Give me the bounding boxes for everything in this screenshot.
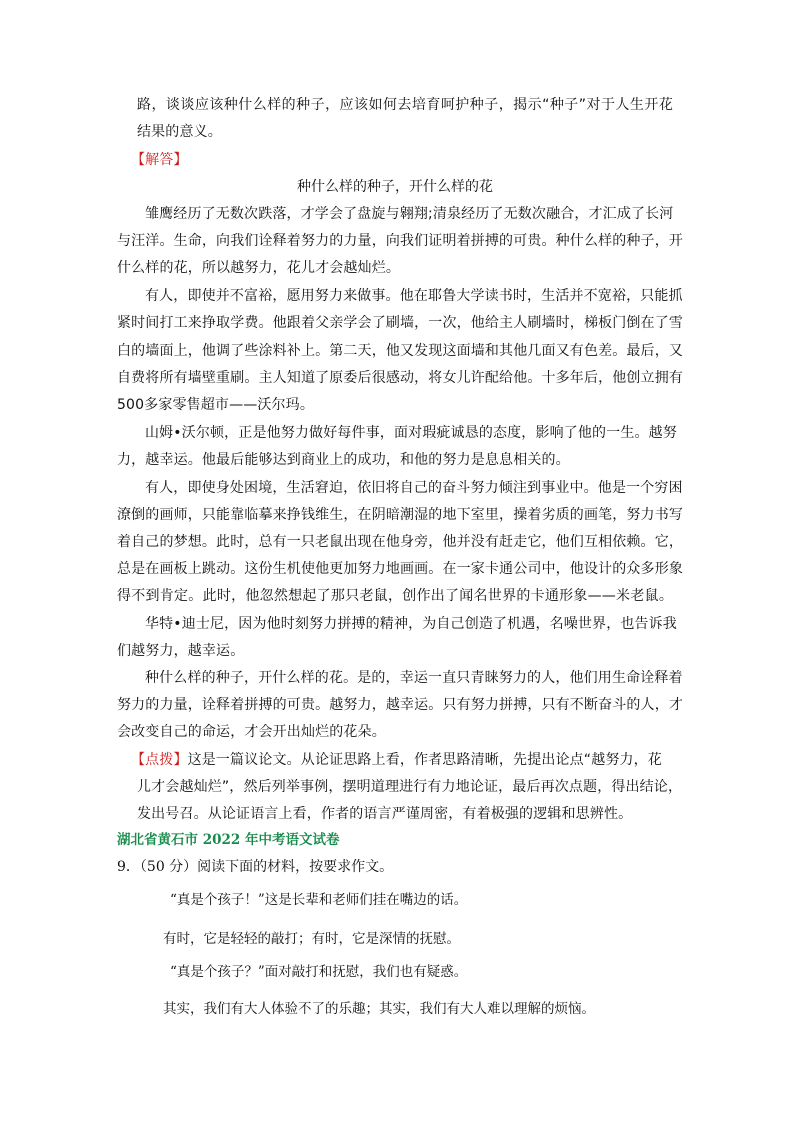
essay-p4-line-1: 有人，即使身处困境，生活窘迫，依旧将自己的奋斗努力倾注到事业中。他是一个穷困 (145, 480, 683, 496)
comment-label: 【点拨】 (131, 752, 188, 768)
question-header (117, 857, 393, 877)
essay-p1-line-3: 什么样的花，所以越努力，花儿才会越灿烂。 (117, 260, 400, 276)
essay-p6-line-1: 种什么样的种子，开什么样的花。是的，幸运一直只青睐努力的人，他们用生命诠释着 (145, 670, 683, 686)
essay-p5-line-1: 华特•迪士尼，因为他时刻努力拼搏的精神，为自己创造了机遇，名噪世界，也告诉我 (145, 616, 677, 632)
comment-line-1 (131, 750, 662, 770)
material-line-2: 有时，它是轻轻的敲打；有时，它是深情的抚慰。 (163, 931, 460, 947)
exam-title: 湖北省黄石市 2022 年中考语文试卷 (117, 832, 340, 848)
essay-p3-line-1: 山姆•沃尔顿，正是他努力做好每件事，面对瑕疵诚恳的态度，影响了他的一生。越努 (145, 425, 677, 441)
essay-p4-line-3: 着自己的梦想。此时，总有一只老鼠出现在他身旁，他并没有赶走它，他们互相依赖。它， (117, 534, 683, 550)
comment-line-3: 发出号召。从论证语言上看，作者的语言严谨周密，有着极强的逻辑和思辨性。 (137, 806, 633, 822)
material-line-1: “真是个孩子！”这是长辈和老师们挂在嘴边的话。 (170, 892, 468, 908)
material-line-4: 其实，我们有大人体验不了的乐趣；其实，我们有大人难以理解的烦恼。 (163, 1001, 595, 1017)
essay-p1-line-1: 雏鹰经历了无数次跌落，才学会了盘旋与翱翔;清泉经历了无数次融合，才汇成了长河 (145, 206, 674, 222)
essay-p6-line-3: 会改变自己的命运，才会开出灿烂的花朵。 (117, 724, 386, 740)
question-number: 9．（50 分） (117, 859, 198, 875)
essay-p4-line-4: 总是在画板上跳动。这份生机使他更加努力地画画。在一家卡通公司中，他设计的众多形象 (117, 561, 683, 577)
comment-line-2: 儿才会越灿烂”，然后列举事例，摆明道理进行有力地论证，最后再次点题，得出结论， (137, 779, 683, 795)
question-prompt: 阅读下面的材料，按要求作文。 (197, 859, 394, 875)
essay-p4-line-5: 得不到肯定。此时，他忽然想起了那只老鼠，创作出了闻名世界的卡通形象——米老鼠。 (117, 588, 673, 604)
essay-p3-line-2: 力，越幸运。他最后能够达到商业上的成功，和他的努力是息息相关的。 (117, 452, 570, 468)
essay-p2-line-2: 紧时间打工来挣取学费。他跟着父亲学会了刷墙，一次，他给主人刷墙时，梯板门倒在了雪 (117, 315, 683, 331)
essay-p1-line-2: 与汪洋。生命，向我们诠释着努力的力量，向我们证明着拼搏的可贵。种什么样的种子，开 (117, 233, 683, 249)
intro-line-2: 结果的意义。 (137, 124, 222, 140)
essay-p2-line-1: 有人，即使并不富裕，愿用努力来做事。他在耶鲁大学读书时，生活并不宽裕，只能抓 (145, 288, 683, 304)
essay-p5-line-2: 们越努力，越幸运。 (117, 643, 245, 659)
essay-p4-line-2: 潦倒的画师，只能靠临摹来挣钱维生，在阴暗潮湿的地下室里，操着劣质的画笔，努力书写 (117, 507, 683, 523)
essay-title: 种什么样的种子，开什么样的花 (297, 179, 493, 195)
essay-p6-line-2: 努力的力量，诠释着拼搏的可贵。越努力，越幸运。只有努力拼搏，只有不断奋斗的人，才 (117, 697, 683, 713)
material-line-3: “真是个孩子？”面对敲打和抚慰，我们也有疑惑。 (170, 964, 468, 980)
essay-p2-line-5: 500多家零售超市——沃尔玛。 (117, 397, 314, 413)
essay-p2-line-3: 白的墙面上，他调了些涂料补上。第二天，他又发现这面墙和其他几面又有色差。最后，又 (117, 343, 683, 359)
answer-label: 【解答】 (131, 152, 188, 168)
essay-p2-line-4: 自费将所有墙壁重刷。主人知道了原委后很感动，将女儿许配给他。十多年后，他创立拥有 (117, 370, 683, 386)
intro-line-1: 路，谈谈应该种什么样的种子，应该如何去培育呵护种子，揭示“种子”对于人生开花 (137, 97, 673, 113)
comment-text-1: 这是一篇议论文。从论证思路上看，作者思路清晰，先提出论点“越努力，花 (187, 752, 662, 768)
